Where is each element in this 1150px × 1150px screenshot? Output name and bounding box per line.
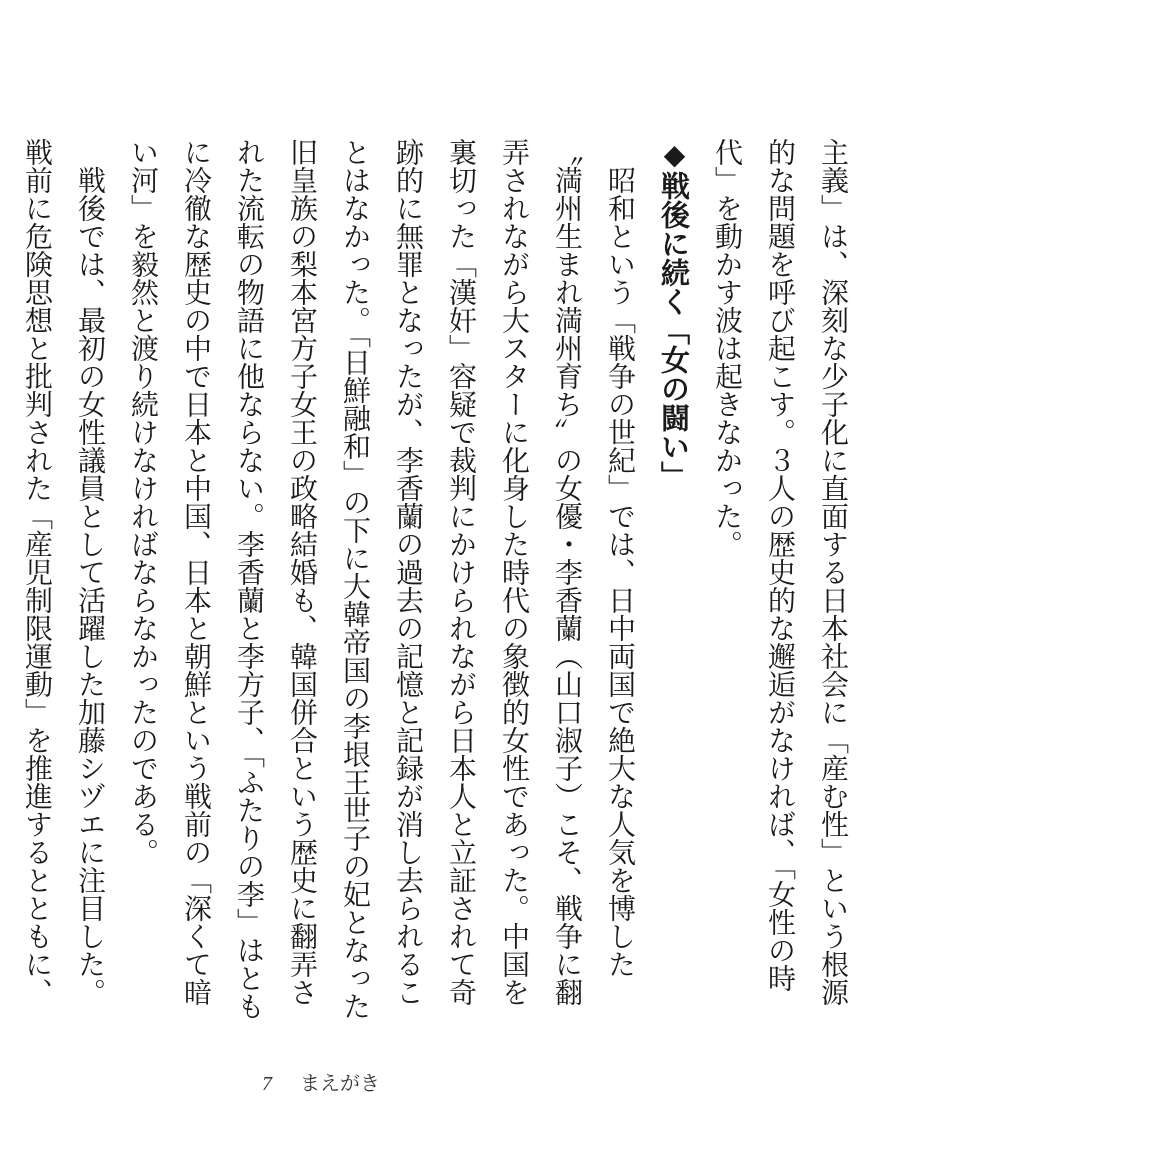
section-title: まえがき (300, 1071, 380, 1095)
section-heading (647, 138, 701, 1033)
paragraph-li-xianglan: 昭和という「戦争の世紀」では、日中両国で絶大な人気を博した〝満州生まれ満州育ち〟の女優・李香蘭（山口淑子）こそ、戦争に翻弄されながら大スターに化身した時代の象徴的女性であった。中国を裏切った「漢奸」容疑で裁判にかけられながら日本人と立証されて奇跡的に無罪となったが、李香蘭の過去の記憶と記録が消し去られることはなかった。「日鮮融和」の下に大韓帝国の李垠王世子の妃となった旧皇族の梨本宮方子女王の政略結婚も、韓国併合という歴史に翻弄された流転の物語に他ならない。李香蘭と李方子、「ふたりの李」はともに冷徹な歴史の中で日本と中国、日本と朝鮮という戦前の「深くて暗い河」を毅然と渡り続けなければならなかったのである。 (127, 138, 637, 1020)
diamond-icon: ◆ (658, 138, 691, 171)
page-number: 7 (262, 1073, 272, 1095)
paragraph-continuation: 主義」は、深刻な少子化に直面する日本社会に「産む性」という根源的な問題を呼び起こす。３人の歴史的な邂逅がなければ、「女性の時代」を動かす波は起きなかった。 (711, 138, 850, 1006)
vertical-text-body (21, 138, 860, 1033)
paragraph-kato-shizue: 戦後では、最初の女性議員として活躍した加藤シヅエに注目した。戦前に危険思想と批判された「産児制限運動」を推進するとともに、 (21, 138, 107, 1006)
section-heading-text: 戦後に続く「女の闘い」 (657, 171, 691, 490)
page-footer (262, 1067, 380, 1096)
